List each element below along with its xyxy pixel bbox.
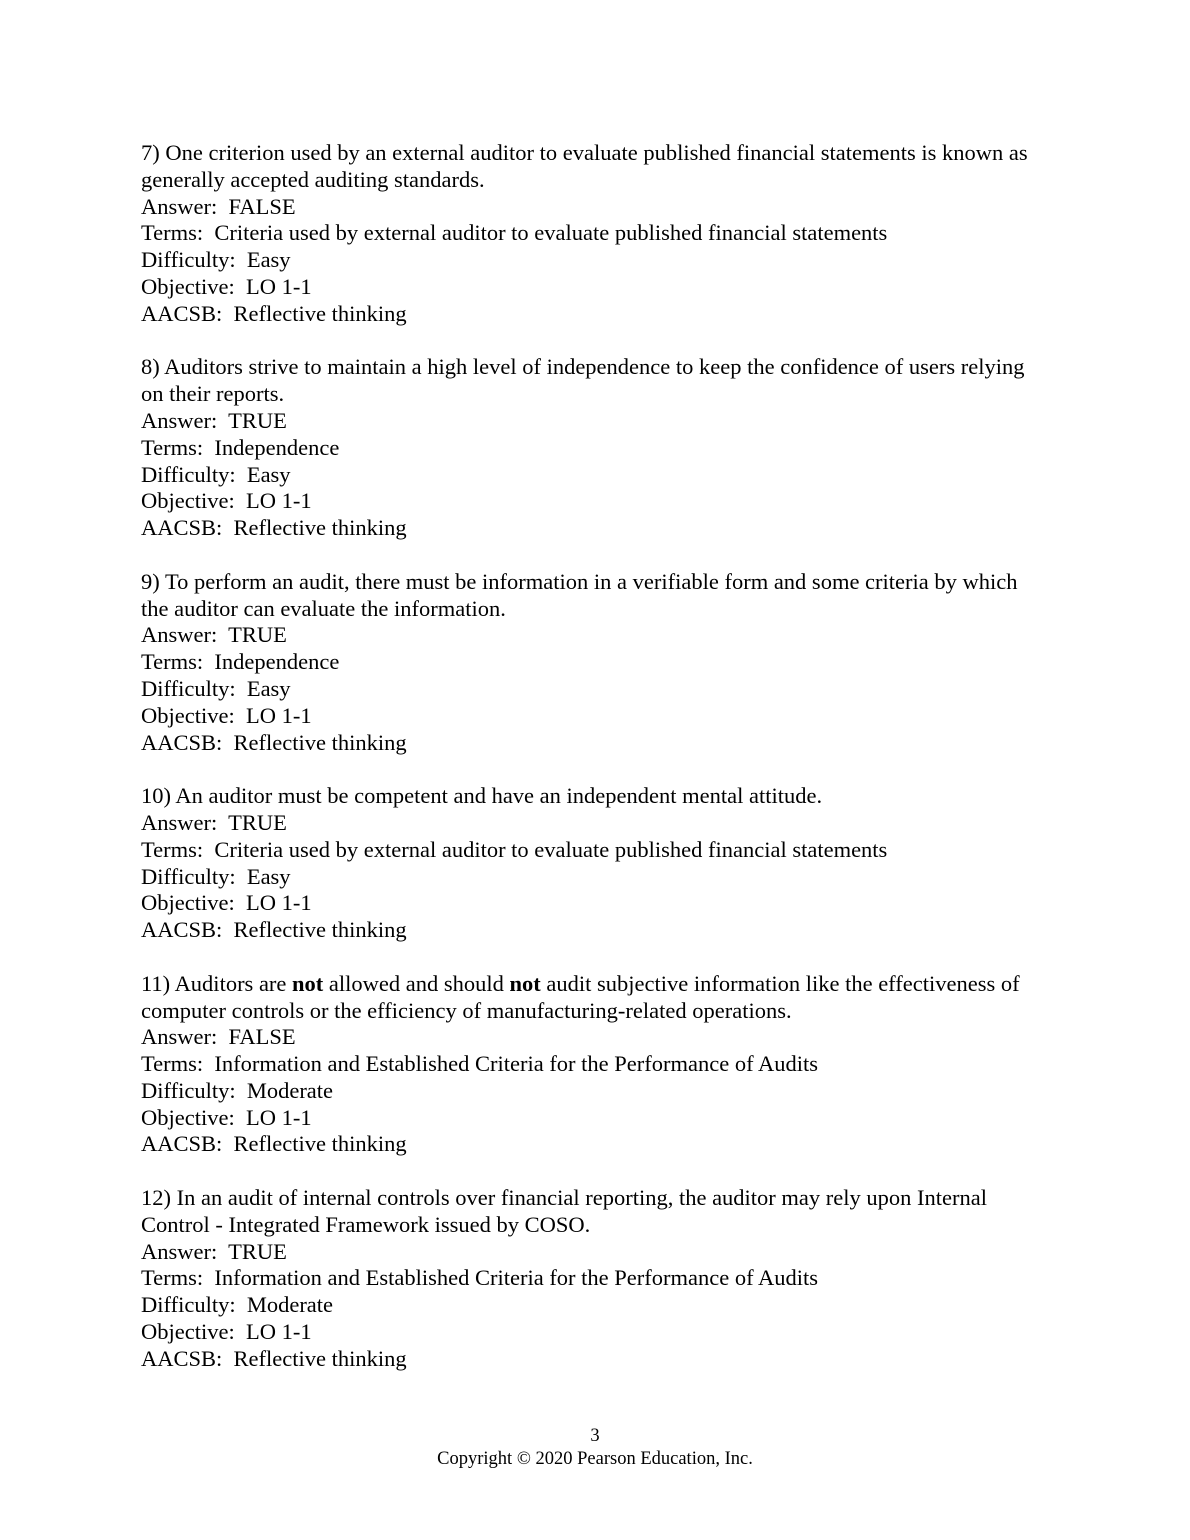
answer-line: Answer: FALSE — [141, 1024, 296, 1050]
question-number: 8) — [141, 354, 160, 380]
question-7 — [141, 140, 1046, 328]
difficulty-line: Difficulty: Easy — [141, 675, 291, 701]
aacsb-line: AACSB: Reflective thinking — [141, 729, 407, 755]
question-number: 9) — [141, 568, 160, 594]
terms-line: Terms: Criteria used by external auditor to evaluate published financial statements — [141, 836, 888, 862]
difficulty-line: Difficulty: Easy — [141, 247, 291, 273]
answer-line: Answer: TRUE — [141, 809, 287, 835]
difficulty-line: Difficulty: Moderate — [141, 1292, 334, 1318]
aacsb-line: AACSB: Reflective thinking — [141, 515, 407, 541]
aacsb-line: AACSB: Reflective thinking — [141, 917, 407, 943]
question-text — [141, 783, 1046, 810]
objective-line: Objective: LO 1-1 — [141, 1319, 312, 1345]
question-text — [141, 1185, 1046, 1239]
emphasis-not: not — [509, 970, 541, 996]
question-10 — [141, 783, 1046, 944]
aacsb-line: AACSB: Reflective thinking — [141, 1131, 407, 1157]
terms-line: Terms: Independence — [141, 434, 340, 460]
question-12 — [141, 1185, 1046, 1373]
question-statement: An auditor must be competent and have an independent mental attitude. — [175, 783, 823, 809]
emphasis-not: not — [292, 970, 324, 996]
objective-line: Objective: LO 1-1 — [141, 702, 312, 728]
question-number: 12) — [141, 1185, 171, 1211]
copyright-notice: Copyright © 2020 Pearson Education, Inc. — [437, 1449, 753, 1469]
question-statement: One criterion used by an external auditor to evaluate published financial statements is known as generally accepted auditing standards. — [141, 140, 1028, 192]
answer-line: Answer: TRUE — [141, 1238, 287, 1264]
aacsb-line: AACSB: Reflective thinking — [141, 300, 407, 326]
objective-line: Objective: LO 1-1 — [141, 1104, 312, 1130]
terms-line: Terms: Information and Established Criteria for the Performance of Audits — [141, 1051, 818, 1077]
question-number: 11) — [141, 970, 171, 996]
answer-line: Answer: FALSE — [141, 193, 296, 219]
question-statement-part: audit subjective information like the effectiveness of computer controls or the efficiency of manufacturing-related operations. — [141, 970, 1020, 1023]
document-body — [141, 140, 1046, 1399]
question-statement: In an audit of internal controls over financial reporting, the auditor may rely upon Internal Control - Integrated Framework issued by COSO. — [141, 1185, 987, 1237]
aacsb-line: AACSB: Reflective thinking — [141, 1345, 407, 1371]
terms-line: Terms: Criteria used by external auditor to evaluate published financial statements — [141, 220, 888, 246]
question-text — [141, 140, 1046, 194]
question-8 — [141, 354, 1046, 542]
objective-line: Objective: LO 1-1 — [141, 890, 312, 916]
question-statement: To perform an audit, there must be information in a verifiable form and some criteria by which the auditor can evaluate the information. — [141, 568, 1018, 621]
question-9 — [141, 569, 1046, 757]
question-text — [141, 971, 1046, 1025]
question-statement: Auditors strive to maintain a high level of independence to keep the confidence of users relying on their reports. — [141, 354, 1025, 407]
answer-line: Answer: TRUE — [141, 407, 287, 433]
terms-line: Terms: Independence — [141, 649, 340, 675]
question-11 — [141, 971, 1046, 1159]
objective-line: Objective: LO 1-1 — [141, 488, 312, 514]
question-statement-part: Auditors are — [174, 970, 293, 996]
objective-line: Objective: LO 1-1 — [141, 273, 312, 299]
difficulty-line: Difficulty: Moderate — [141, 1077, 334, 1103]
page-number: 3 — [590, 1426, 600, 1446]
question-text — [141, 569, 1046, 623]
question-text — [141, 354, 1046, 408]
difficulty-line: Difficulty: Easy — [141, 863, 291, 889]
difficulty-line: Difficulty: Easy — [141, 461, 291, 487]
question-statement-part: allowed and should — [323, 970, 510, 996]
question-number: 7) — [141, 140, 160, 165]
question-number: 10) — [141, 783, 171, 809]
answer-line: Answer: TRUE — [141, 622, 287, 648]
terms-line: Terms: Information and Established Criteria for the Performance of Audits — [141, 1265, 818, 1291]
